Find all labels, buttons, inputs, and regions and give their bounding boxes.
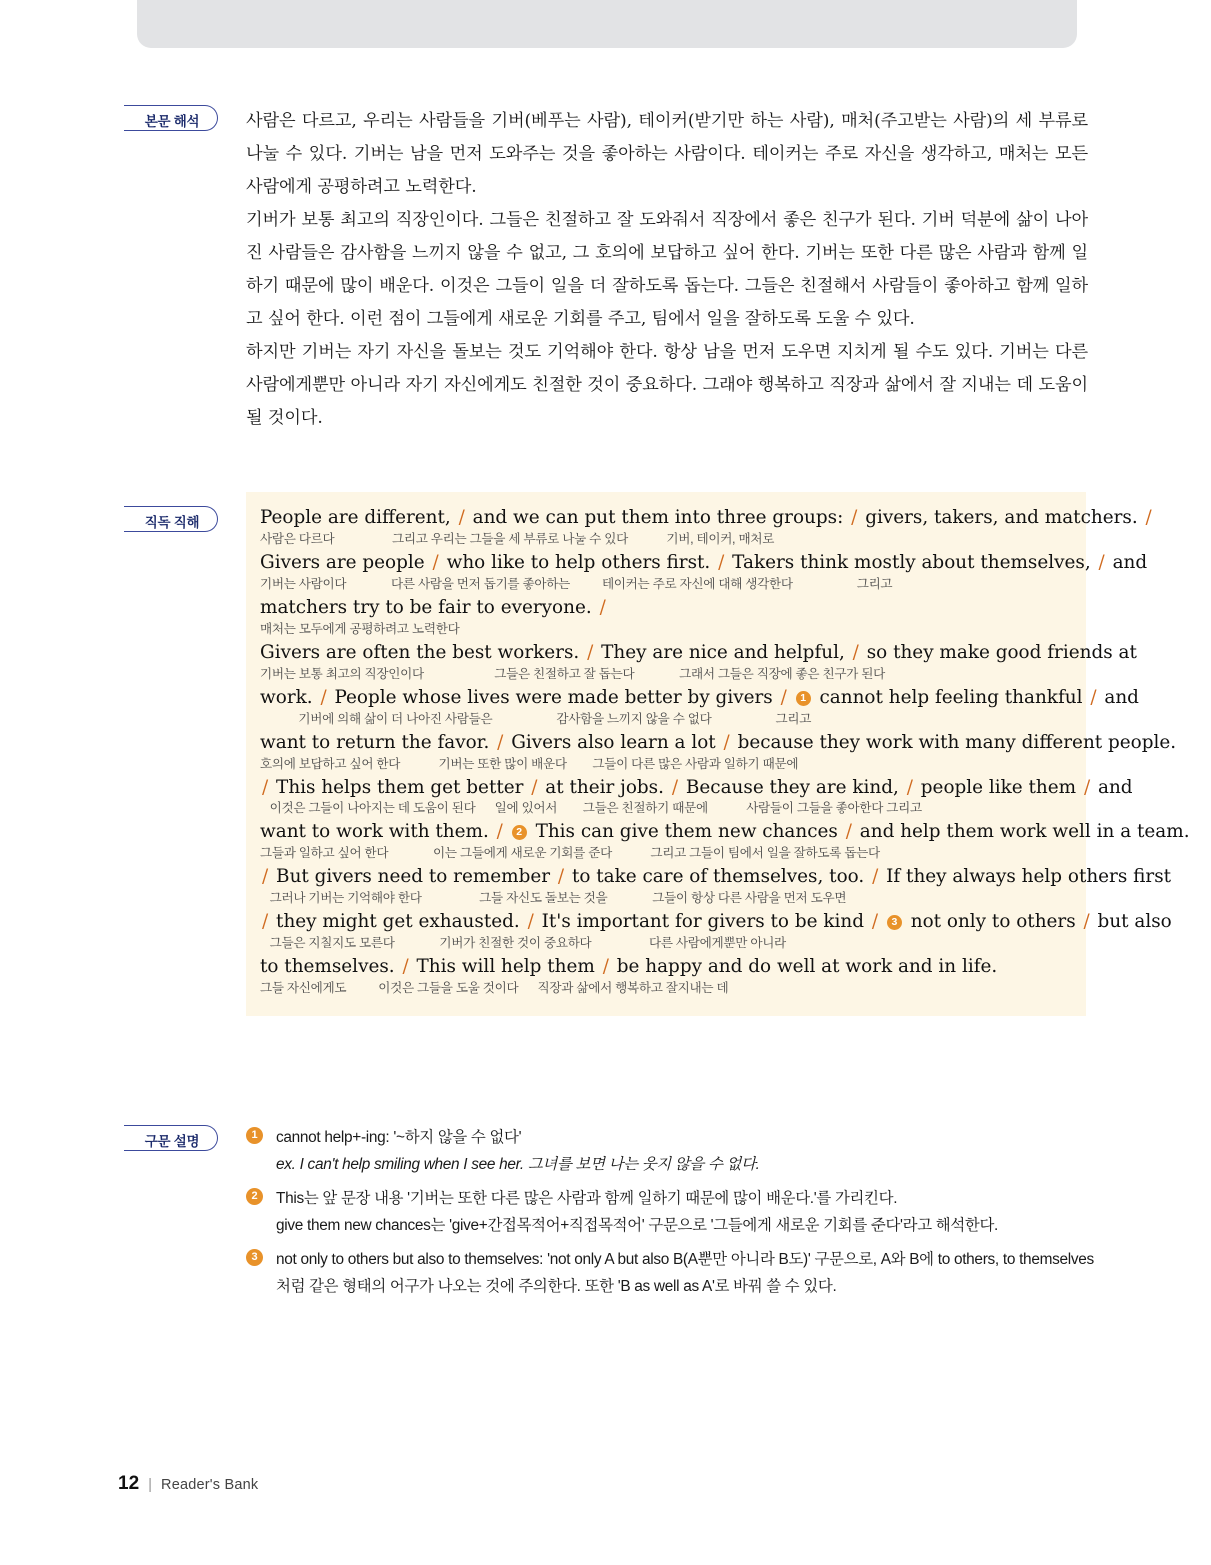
sight-line-korean: 기버에 의해 삶이 더 나아진 사람들은 감사함을 느끼지 않을 수 없다 그리고	[260, 711, 812, 726]
sight-reading-line	[260, 686, 1139, 728]
sight-line-korean: 그들은 지칠지도 모른다 기버가 친절한 것이 중요하다 다른 사람에게뿐만 아니라	[260, 936, 786, 951]
grammar-notes-list	[246, 1124, 1094, 1307]
footer-separator: |	[148, 1476, 153, 1493]
sight-reading-line	[260, 641, 1137, 683]
note-text: give them new chances는 'give+간접목적어+직접목적어' 구문으로 '그들에게 새로운 기회를 준다'라고 해석한다.	[276, 1217, 999, 1235]
sight-line-korean: 매처는 모두에게 공평하려고 노력한다	[260, 621, 460, 636]
sight-reading-line	[260, 955, 1068, 997]
sight-reading-line	[260, 731, 1177, 773]
grammar-note-item	[246, 1124, 1094, 1179]
sight-line-korean: 기버는 사람이다 다른 사람을 먼저 돕기를 좋아하는 테이커는 주로 자신에 대해 생각한다 그리고	[260, 576, 893, 591]
sight-line-english: work. / People whose lives were made better by givers / 1 cannot help feeling thankful / and	[260, 686, 1139, 708]
note-text: not only to others but also to themselves: 'not only A but also B(A뿐만 아니라 B도)' 구문으로, A와 B에 to others, to themselves처럼 같은 형태의 어구가 나오는 것에 주의한다. 또한 'B as well as A'로 바꿔 쓸 수 있다.	[276, 1250, 1094, 1296]
note-number-badge: 1	[246, 1127, 263, 1144]
translation-body	[246, 105, 1088, 435]
translation-paragraph: 하지만 기버는 자기 자신을 돌보는 것도 기억해야 한다. 항상 남을 먼저 도우면 지치게 될 수도 있다. 기버는 다른 사람에게뿐만 아니라 자기 자신에게도 친절한 것이 중요하다. 그래야 행복하고 직장과 삶에서 잘 지내는 데 도움이 될 것이다.	[246, 342, 1088, 429]
sight-line-english: matchers try to be fair to everyone. /	[260, 596, 606, 618]
section-tag-sight-reading-label: 직독 직해	[144, 515, 200, 530]
grammar-note-item	[246, 1246, 1094, 1301]
note-number-badge: 2	[246, 1188, 263, 1205]
sight-line-english: / But givers need to remember / to take care of themselves, too. / If they always help others first	[262, 866, 1172, 888]
sight-line-english: People are different, / and we can put them into three groups: / givers, takers, and matchers. /	[260, 507, 1152, 528]
sight-line-korean: 사람은 다르다 그리고 우리는 그들을 세 부류로 나눌 수 있다 기버, 테이커, 매처로	[260, 531, 775, 546]
sight-line-english: want to work with them. / 2 This can give them new chances / and help them work well in a team.	[260, 821, 1190, 843]
sight-line-korean: 호의에 보답하고 싶어 한다 기버는 또한 많이 배운다 그들이 다른 많은 사람과 일하기 때문에	[260, 756, 799, 771]
note-text: cannot help+-ing: '~하지 않을 수 없다'	[276, 1129, 522, 1146]
sight-line-english: Givers are people / who like to help others first. / Takers think mostly about themselves, / and	[260, 551, 1148, 573]
section-tag-grammar-notes-label: 구문 설명	[144, 1134, 200, 1149]
translation-paragraph: 기버가 보통 최고의 직장인이다. 그들은 친절하고 잘 도와줘서 직장에서 좋은 친구가 된다. 기버 덕분에 삶이 나아진 사람들은 감사함을 느끼지 않을 수 없고, 그 호의에 보답하고 싶어 한다. 기버는 또한 다른 많은 사람과 함께 일하기 때문에 많이 배운다. 이것은 그들이 일을 더 잘하도록 돕는다. 그들은 친절해서 사람들이 좋아하고 함께 일하고 싶어 한다. 이런 점이 그들에게 새로운 기회를 주고, 팀에서 일을 잘하도록 도울 수 있다.	[246, 210, 1088, 330]
sight-line-english: to themselves. / This will help them / be happy and do well at work and in life.	[260, 956, 998, 978]
translation-paragraph: 사람은 다르고, 우리는 사람들을 기버(베푸는 사람), 테이커(받기만 하는 사람), 매처(주고받는 사람)의 세 부류로 나눌 수 있다. 기버는 남을 먼저 도와주는 것을 좋아하는 사람이다. 테이커는 주로 자신을 생각하고, 매처는 모든 사람에게 공평하려고 노력한다.	[246, 111, 1088, 198]
sight-reading-line	[260, 910, 1172, 952]
sight-line-english: / they might get exhausted. / It's important for givers to be kind / 3 not only to others / but also	[262, 911, 1172, 933]
sight-reading-line	[260, 506, 1152, 548]
grammar-note-item	[246, 1185, 1094, 1240]
sight-line-korean: 그들 자신에게도 이것은 그들을 도울 것이다 직장과 삶에서 행복하고 잘지내는 데	[260, 981, 729, 996]
sight-line-korean: 그러나 기버는 기억해야 한다 그들 자신도 돌보는 것을 그들이 항상 다른 사람을 먼저 도우면	[260, 891, 847, 906]
page-number: 12	[118, 1473, 140, 1494]
sight-reading-line	[260, 820, 1190, 862]
sight-reading-box	[246, 492, 1190, 1016]
sight-line-korean: 이것은 그들이 나아지는 데 도움이 된다 일에 있어서 그들은 친절하기 때문에 사람들이 그들을 좋아한다 그리고	[260, 801, 922, 816]
page-top-decoration-bar	[137, 0, 1077, 48]
sight-reading-line	[260, 596, 1068, 638]
sight-reading-line	[260, 865, 1172, 907]
footer-book-title: Reader's Bank	[161, 1477, 259, 1493]
note-text: This는 앞 문장 내용 '기버는 또한 다른 많은 사람과 함께 일하기 때문에 많이 배운다.'를 가리킨다.	[276, 1189, 898, 1207]
page-footer	[118, 1473, 258, 1495]
sight-line-korean: 기버는 보통 최고의 직장인이다 그들은 친절하고 잘 돕는다 그래서 그들은 직장에 좋은 친구가 된다	[260, 666, 885, 681]
sight-line-english: / This helps them get better / at their jobs. / Because they are kind, / people like them / and	[262, 776, 1133, 798]
section-tag-translation-label: 본문 해석	[144, 114, 200, 129]
sight-line-korean: 그들과 일하고 싶어 한다 이는 그들에게 새로운 기회를 준다 그리고 그들이 팀에서 일을 잘하도록 돕는다	[260, 846, 880, 861]
sight-line-english: want to return the favor. / Givers also learn a lot / because they work with many different people.	[260, 731, 1177, 753]
note-example: ex. I can't help smiling when I see her. 그녀를 보면 나는 웃지 않을 수 없다.	[276, 1156, 760, 1174]
sight-line-english: Givers are often the best workers. / They are nice and helpful, / so they make good friends at	[260, 641, 1137, 663]
sight-reading-line	[260, 776, 1133, 818]
note-number-badge: 3	[246, 1249, 263, 1266]
sight-reading-line	[260, 551, 1148, 593]
